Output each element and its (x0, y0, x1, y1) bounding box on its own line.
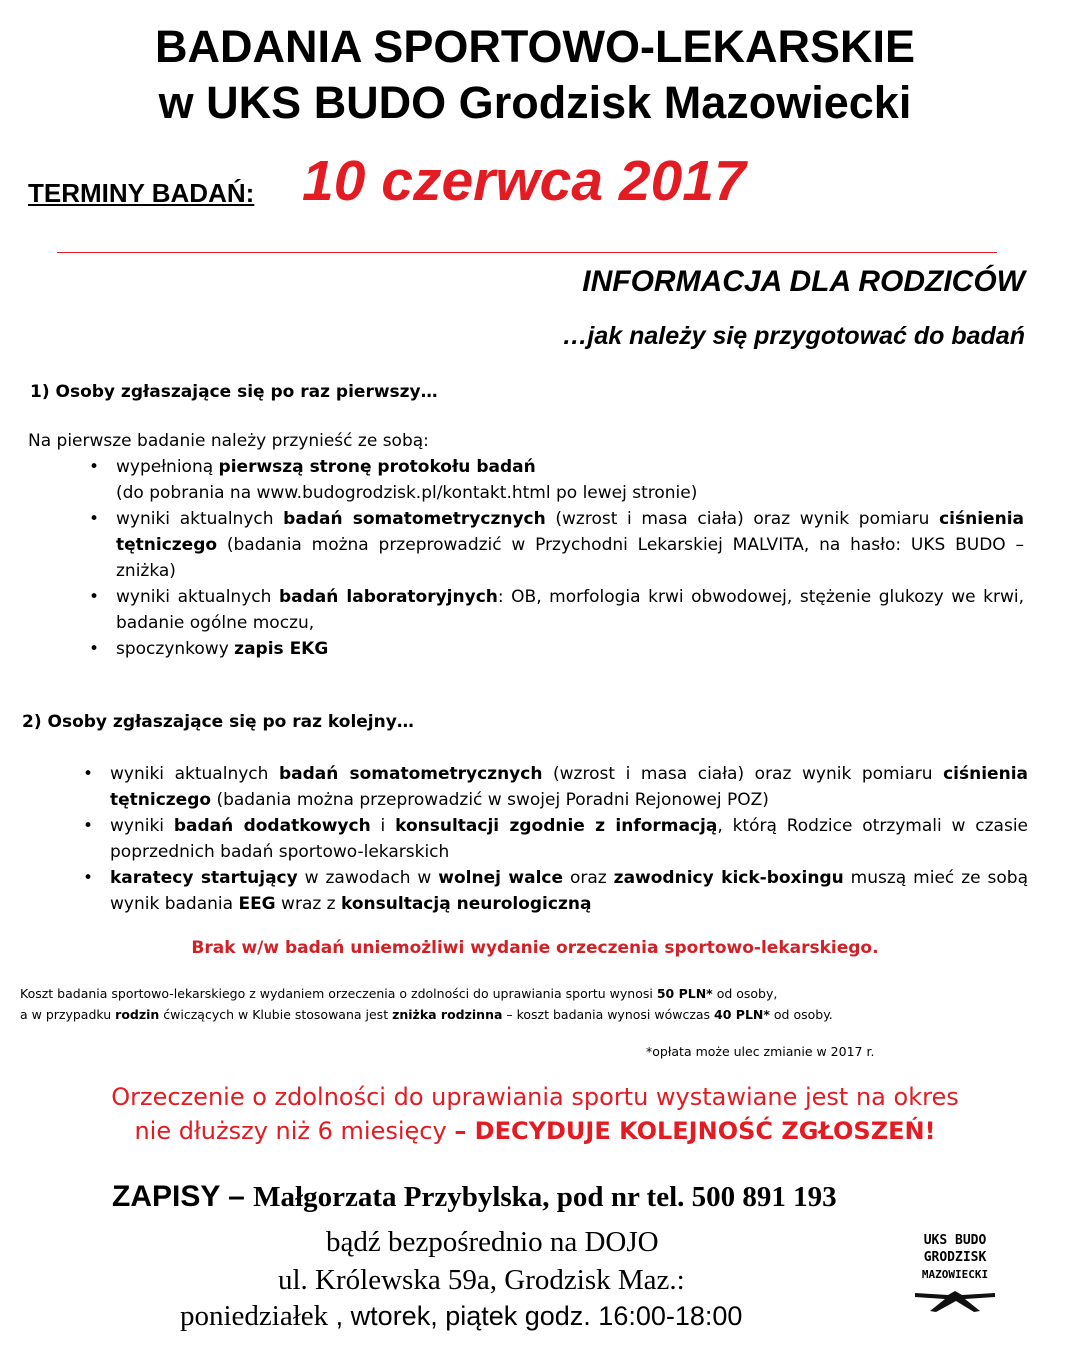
warning-text: Brak w/w badań uniemożliwi wydanie orzeczenia sportowo-lekarskiego. (191, 938, 879, 958)
bullet-icon: • (89, 587, 100, 607)
cost-line-2: a w przypadku rodzin ćwiczących w Klubie stosowana jest zniżka rodzinna – koszt badania wynosi wówczas 40 PLN* od osoby. (20, 1007, 833, 1022)
list-item: • wyniki aktualnych badań somatometrycznych (wzrost i masa ciała) oraz wynik pomiaru ciśnienia tętniczego (badania można przeprowadzić w Przychodni Lekarskiej MALVITA, na hasło: UKS BUDO – zniżka) (116, 506, 1024, 584)
signup-contact: Małgorzata Przybylska, pod nr tel. 500 891 193 (253, 1181, 837, 1213)
section2-list (83, 761, 1029, 917)
signup-address: ul. Królewska 59a, Grodzisk Maz.: (278, 1264, 685, 1296)
list-item: • wyniki aktualnych badań laboratoryjnych: OB, morfologia krwi obwodowej, stężenie glukozy we krwi, badanie ogólne moczu, (116, 584, 1024, 636)
club-logo: UKS BUDO GRODZISK MAZOWIECKI (910, 1232, 1000, 1318)
belt-icon (910, 1283, 1000, 1313)
bullet-icon: • (89, 457, 100, 477)
cost-note: *opłata może ulec zmianie w 2017 r. (646, 1044, 875, 1059)
signup-hours: poniedziałek , wtorek, piątek godz. 16:00-18:00 (180, 1300, 743, 1332)
validity-line-2: nie dłuższy niż 6 miesięcy – DECYDUJE KOLEJNOŚĆ ZGŁOSZEŃ! (134, 1117, 936, 1145)
section1-title: 1) Osoby zgłaszające się po raz pierwszy… (30, 382, 438, 402)
section1-intro: Na pierwsze badanie należy przynieść ze sobą: (28, 431, 429, 451)
signup-line (112, 1180, 837, 1214)
title-line-2: w UKS BUDO Grodzisk Mazowiecki (158, 77, 912, 128)
info-subheading: …jak należy się przygotować do badań (562, 322, 1025, 350)
section1-list (89, 454, 1024, 662)
list-item: • spoczynkowy zapis EKG (116, 636, 1024, 662)
bullet-icon: • (83, 764, 94, 784)
exam-date: 10 czerwca 2017 (302, 149, 746, 213)
section2-title: 2) Osoby zgłaszające się po raz kolejny… (22, 712, 414, 732)
signup-line-2: bądź bezpośrednio na DOJO (326, 1226, 659, 1258)
bullet-icon: • (83, 868, 94, 888)
list-item: • wyniki badań dodatkowych i konsultacji zgodnie z informacją, którą Rodzice otrzymali w czasie poprzednich badań sportowo-lekarskich (110, 813, 1028, 865)
list-item: • wyniki aktualnych badań somatometrycznych (wzrost i masa ciała) oraz wynik pomiaru ciśnienia tętniczego (badania można przeprowadzić w swojej Poradni Rejonowej POZ) (110, 761, 1028, 813)
cost-line-1: Koszt badania sportowo-lekarskiego z wydaniem orzeczenia o zdolności do uprawiania sportu wynosi 50 PLN* od osoby, (20, 986, 778, 1001)
title-line-1: BADANIA SPORTOWO-LEKARSKIE (154, 21, 915, 72)
list-item: • karatecy startujący w zawodach w wolnej walce oraz zawodnicy kick-boxingu muszą mieć ze sobą wynik badania EEG wraz z konsultacją neurologiczną (110, 865, 1028, 917)
bullet-icon: • (83, 816, 94, 836)
bullet-icon: • (89, 509, 100, 529)
info-heading: INFORMACJA DLA RODZICÓW (582, 265, 1025, 298)
bullet-icon: • (89, 639, 100, 659)
signup-label: ZAPISY – (112, 1180, 254, 1213)
validity-line-1: Orzeczenie o zdolności do uprawiania sportu wystawiane jest na okres (111, 1083, 959, 1111)
list-item: • wypełnioną pierwszą stronę protokołu badań (do pobrania na www.budogrodzisk.pl/kontakt.html po lewej stronie) (116, 454, 1024, 506)
divider (57, 252, 997, 253)
dates-label: TERMINY BADAŃ: (28, 178, 255, 208)
